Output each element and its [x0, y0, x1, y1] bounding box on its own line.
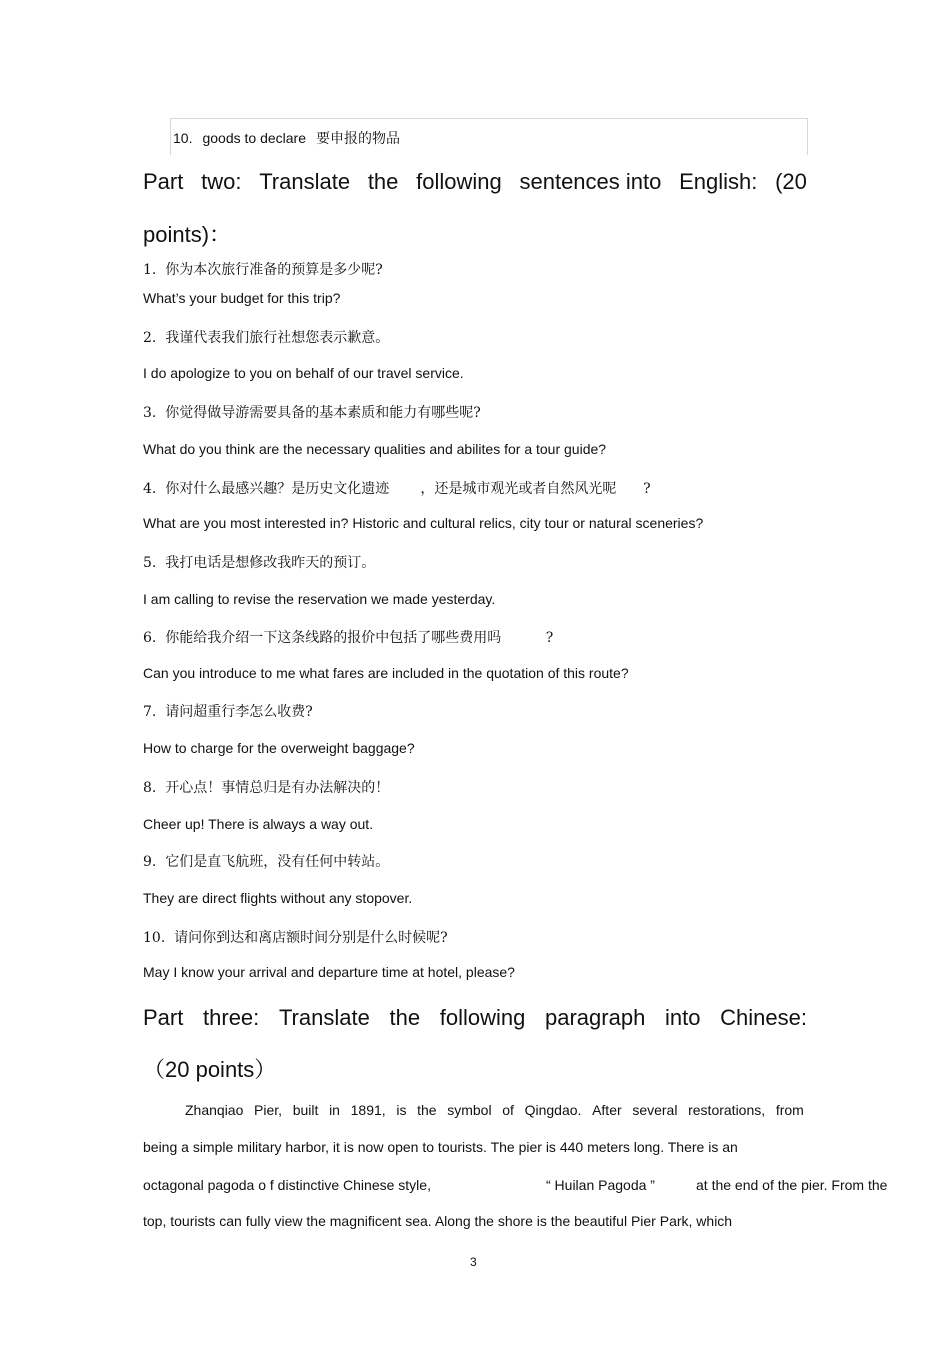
paragraph-word: the: [417, 1102, 437, 1118]
chinese-sentence: 7. 请问超重行李怎么收费?: [143, 704, 313, 720]
paragraph-word: Qingdao.: [524, 1102, 582, 1118]
chinese-sentence: 4. 你对什么最感兴趣？是历史文化遗迹 ，还是城市观光或者自然风光呢 ?: [143, 481, 651, 497]
part-three-heading-word: paragraph: [545, 1005, 646, 1030]
paragraph-segment: at the end of the pier. From the: [696, 1177, 888, 1193]
paragraph-word: 1891,: [350, 1102, 386, 1118]
paragraph-word: is: [396, 1102, 407, 1118]
page-number: 3: [470, 1255, 477, 1269]
paragraph-line-2: being a simple military harbor, it is now open to tourists. The pier is 440 meters long. There is an: [143, 1139, 738, 1155]
part-two-heading-word: following: [416, 169, 502, 194]
paragraph-word: of: [502, 1102, 514, 1118]
vocab-chinese: 要申报的物品: [316, 131, 400, 147]
part-two-heading-word: Part: [143, 169, 184, 194]
part-three-heading-word: Part: [143, 1005, 184, 1030]
english-translation: I do apologize to you on behalf of our travel service.: [143, 365, 464, 381]
part-three-heading-word: following: [439, 1005, 526, 1030]
part-two-heading-word: English:: [679, 169, 758, 194]
paragraph-word: Pier,: [254, 1102, 283, 1118]
part-two-heading-word: two:: [201, 169, 242, 194]
part-three-heading-word: into: [664, 1005, 701, 1030]
paragraph-segment: octagonal pagoda o f distinctive Chinese style,: [143, 1177, 431, 1193]
part-three-heading-tail: [143, 1053, 807, 1084]
paragraph-word: built: [292, 1102, 319, 1118]
paragraph-word: symbol: [447, 1102, 492, 1118]
part-two-heading-word: Translate: [259, 169, 351, 194]
paragraph-word: several: [632, 1102, 678, 1118]
english-translation: What are you most interested in? Historic and cultural relics, city tour or natural sceneries?: [143, 515, 704, 531]
paragraph-word: in: [329, 1102, 340, 1118]
paragraph-line-4: top, tourists can fully view the magnificent sea. Along the shore is the beautiful Pier Park, which: [143, 1213, 733, 1229]
part-two-heading-word: the: [367, 169, 399, 194]
part-three-heading-word: Chinese:: [720, 1005, 807, 1030]
chinese-sentence: 6. 你能给我介绍一下这条线路的报价中包括了哪些费用吗 ?: [143, 630, 554, 646]
paragraph-word: from: [775, 1102, 804, 1118]
paragraph-word: Zhanqiao: [185, 1102, 244, 1118]
paragraph-word: restorations,: [688, 1102, 766, 1118]
vocab-english: goods to declare: [202, 130, 306, 146]
english-translation: What’s your budget for this trip?: [143, 290, 341, 306]
part-two-heading: [143, 169, 807, 195]
chinese-sentence: 2. 我谨代表我们旅行社想您表示歉意。: [143, 330, 390, 346]
english-translation: How to charge for the overweight baggage?: [143, 740, 415, 756]
chinese-sentence: 5. 我打电话是想修改我昨天的预订。: [143, 555, 376, 571]
english-translation: They are direct flights without any stopover.: [143, 890, 413, 906]
chinese-sentence: 1. 你为本次旅行准备的预算是多少呢?: [143, 262, 383, 278]
chinese-sentence: 9. 它们是直飞航班，没有任何中转站。: [143, 854, 390, 870]
vocab-item: [173, 128, 400, 148]
part-two-heading-word: sentences into: [519, 169, 662, 194]
english-translation: Can you introduce to me what fares are included in the quotation of this route?: [143, 665, 629, 681]
part-three-heading-tail-text: （20 points）: [143, 1057, 277, 1082]
part-three-heading: [143, 1005, 807, 1031]
part-two-heading-word: (20: [775, 169, 807, 194]
part-two-heading-tail-text: points)：: [143, 222, 232, 247]
part-three-heading-word: three:: [203, 1005, 260, 1030]
part-three-heading-word: the: [389, 1005, 421, 1030]
part-two-heading-tail: [143, 218, 807, 249]
english-translation: Cheer up! There is always a way out.: [143, 816, 374, 832]
paragraph-segment: “ Huilan Pagoda ”: [546, 1177, 655, 1193]
chinese-sentence: 8. 开心点！事情总归是有办法解决的！: [143, 780, 390, 796]
english-translation: I am calling to revise the reservation we made yesterday.: [143, 591, 496, 607]
english-translation: May I know your arrival and departure time at hotel, please?: [143, 964, 515, 980]
paragraph-word: After: [592, 1102, 622, 1118]
english-translation: What do you think are the necessary qualities and abilites for a tour guide?: [143, 441, 607, 457]
chinese-sentence: 10. 请问你到达和离店额时间分别是什么时候呢?: [143, 930, 448, 946]
part-three-heading-word: Translate: [278, 1005, 370, 1030]
vocab-number: 10.: [173, 130, 193, 146]
paragraph-line-1: [185, 1102, 804, 1118]
chinese-sentence: 3. 你觉得做导游需要具备的基本素质和能力有哪些呢?: [143, 405, 481, 421]
